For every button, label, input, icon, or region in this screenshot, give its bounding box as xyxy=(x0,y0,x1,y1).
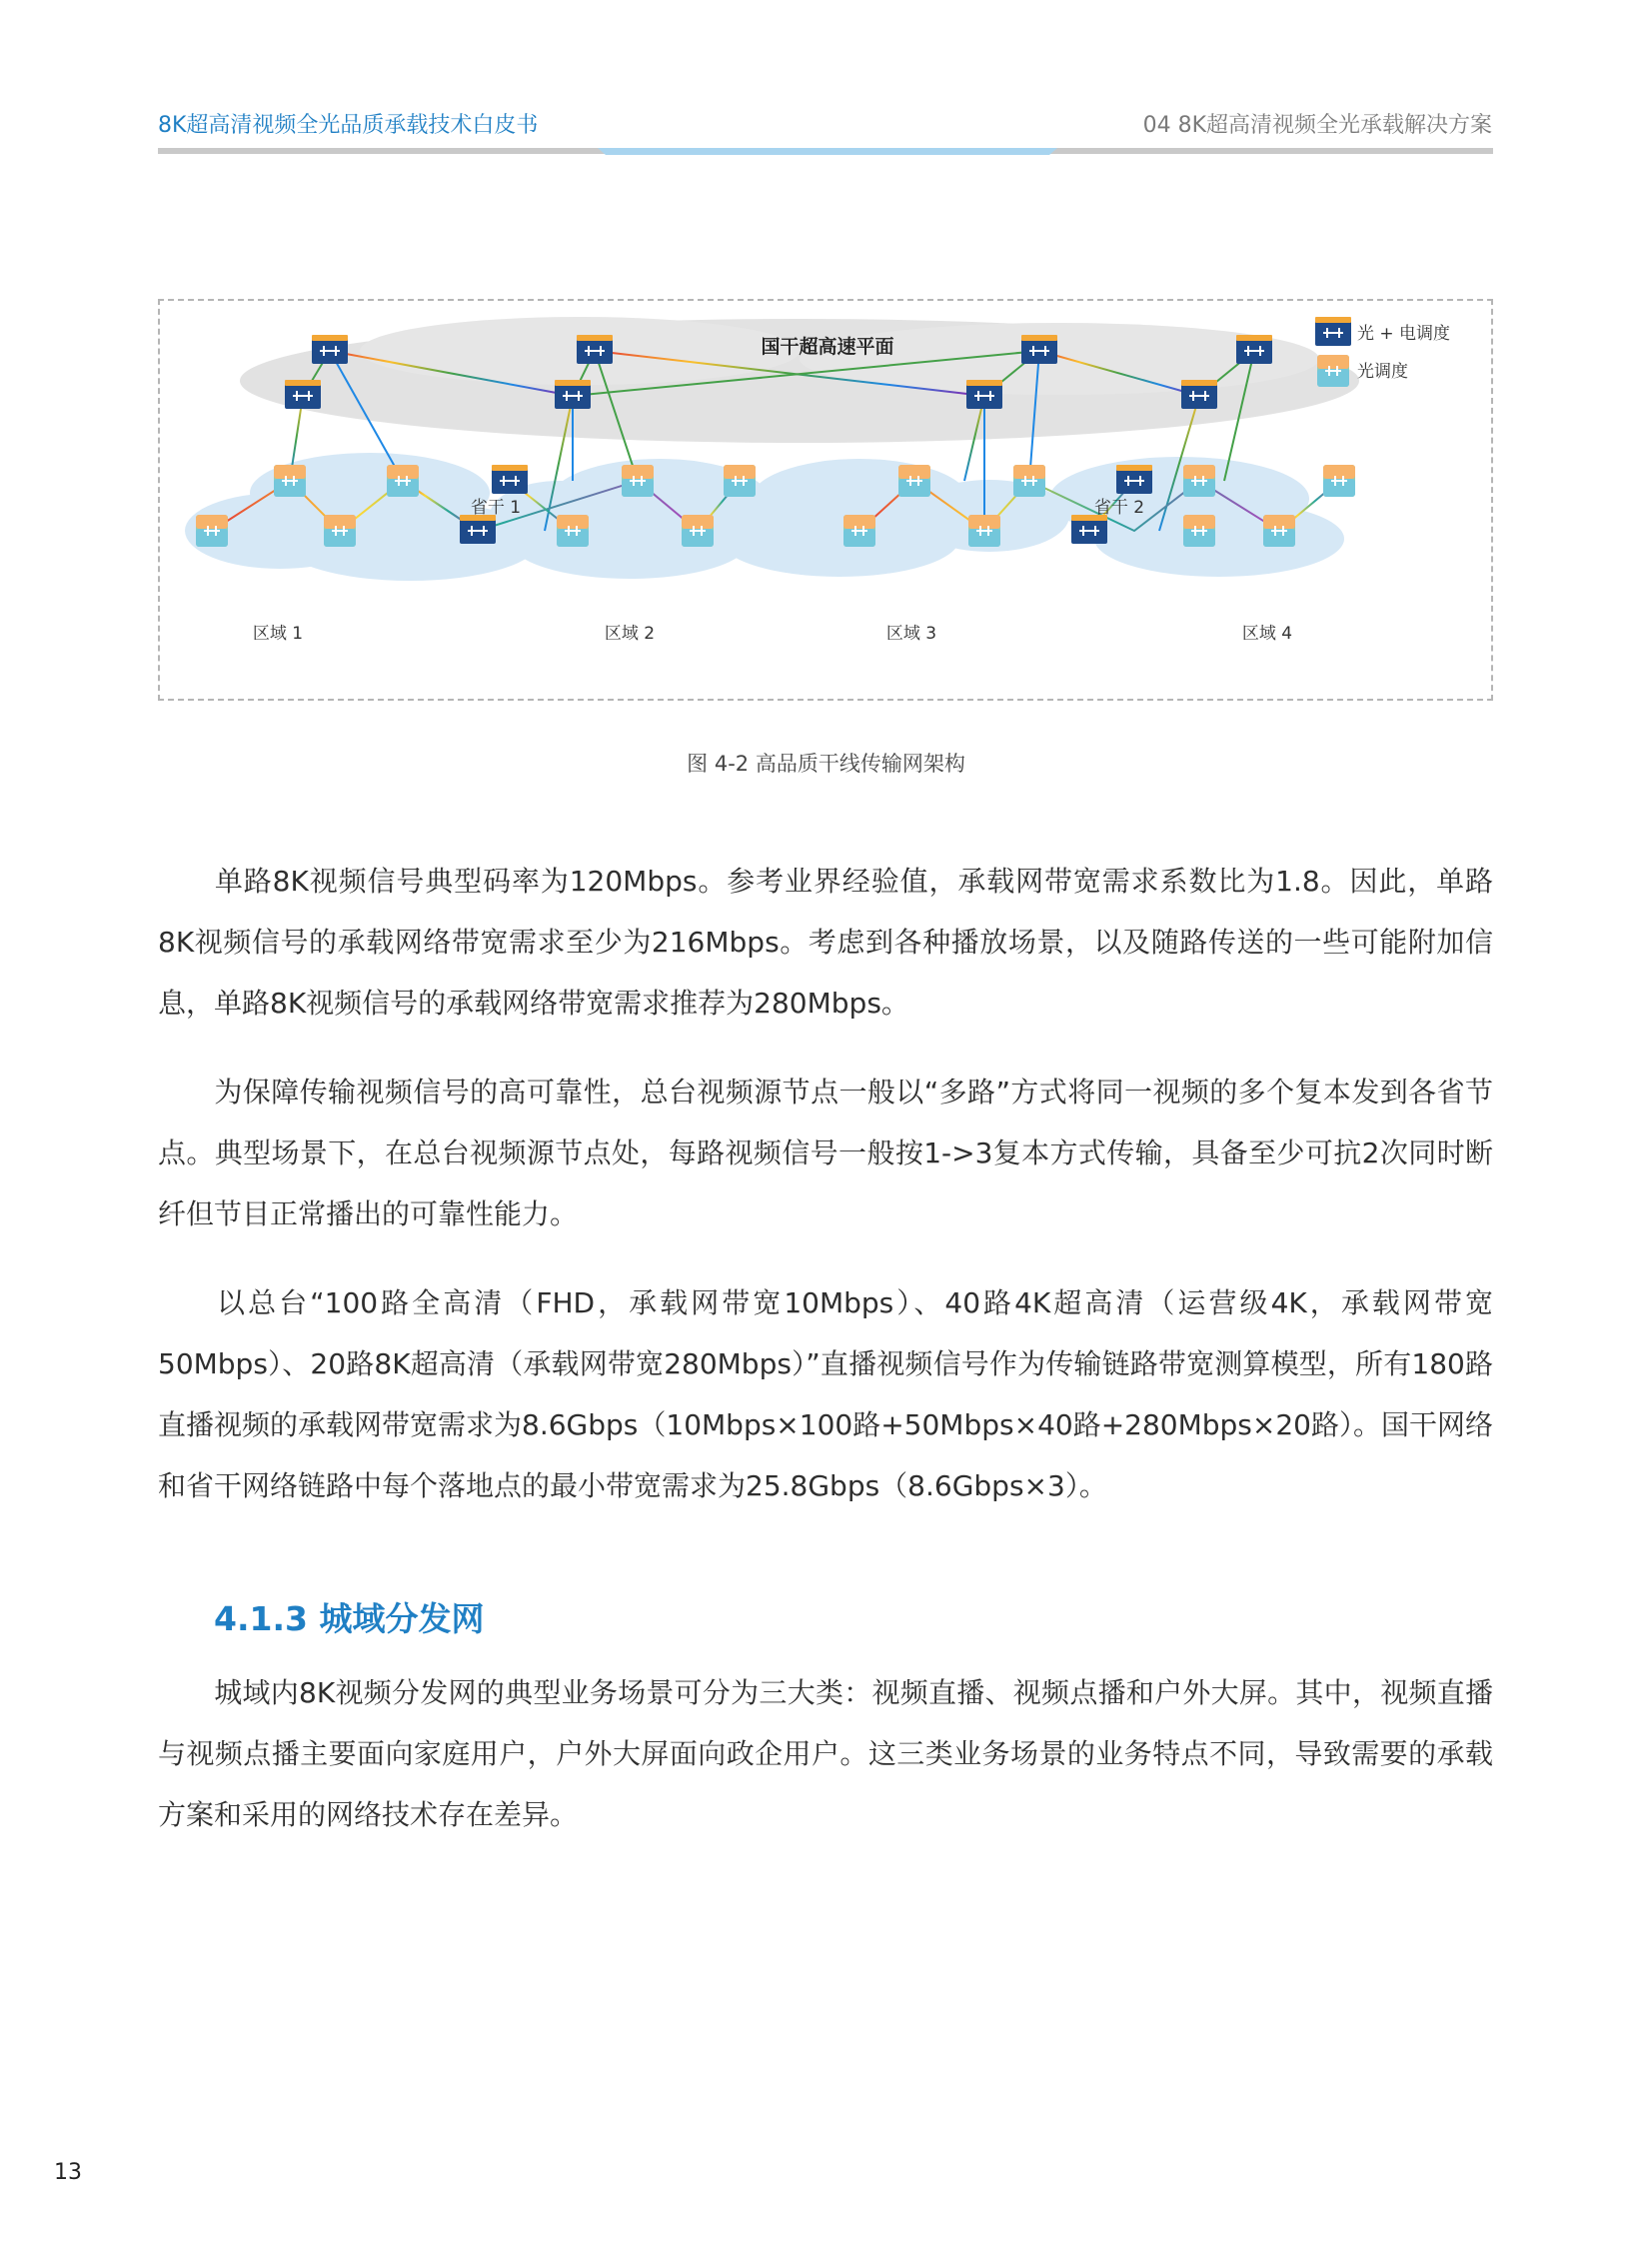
section-heading: 4.1.3 城域分发网 xyxy=(214,1599,485,1638)
paragraph-bandwidth-per-channel xyxy=(158,851,1493,1034)
region-2-label: 区域 2 xyxy=(604,624,656,644)
paragraph-text: 以总台“100路全高清（FHD，承载网带宽10Mbps）、40路4K超高清（运营级4K，承载网带宽50Mbps）、20路8K超高清（承载网带宽280Mbps）”直播视频信号作为传输链路带宽测算模型，所有180路直播视频的承载网带宽需求为8.6Gbps（10Mbps×100路+50Mbps×40路+280Mbps×20路）。国干网络和省干网络链路中每个落地点的最小带宽需求为25.8Gbps（8.6Gbps×3）。 xyxy=(158,1286,1493,1502)
province-1-label: 省干 1 xyxy=(470,498,522,518)
paragraph-text: 为保障传输视频信号的高可靠性，总台视频源节点一般以“多路”方式将同一视频的多个复本发到各省节点。典型场景下，在总台视频源节点处，每路视频信号一般按1->3复本方式传输，具备至少可抗2次同时断纤但节目正常播出的可靠性能力。 xyxy=(158,1076,1493,1230)
paragraph-metro-distribution xyxy=(158,1662,1493,1845)
paragraph-bandwidth-model xyxy=(158,1272,1493,1516)
legend-optical: 光调度 xyxy=(1357,362,1408,382)
paragraph-text: 城域内8K视频分发网的典型业务场景可分为三大类：视频直播、视频点播和户外大屏。其中，视频直播与视频点播主要面向家庭用户，户外大屏面向政企用户。这三类业务场景的业务特点不同，导致需要的承载方案和采用的网络技术存在差异。 xyxy=(158,1676,1493,1831)
header-chapter-title: 04 8K超高清视频全光承载解决方案 xyxy=(1142,113,1492,138)
region-3-label: 区域 3 xyxy=(885,624,937,644)
region-4-label: 区域 4 xyxy=(1241,624,1293,644)
header-document-title: 8K超高清视频全光品质承载技术白皮书 xyxy=(158,113,539,138)
plane-title: 国干超高速平面 xyxy=(761,336,894,358)
figure-caption: 图 4-2 高品质干线传输网架构 xyxy=(687,752,965,776)
network-architecture-figure xyxy=(158,299,1493,701)
paragraph-reliability xyxy=(158,1062,1493,1244)
legend-electric-optical: 光 + 电调度 xyxy=(1357,324,1451,344)
province-2-label: 省干 2 xyxy=(1093,498,1145,518)
page-number: 13 xyxy=(54,2160,82,2185)
paragraph-text: 单路8K视频信号典型码率为120Mbps。参考业界经验值，承载网带宽需求系数比为1.8。因此，单路8K视频信号的承载网络带宽需求至少为216Mbps。考虑到各种播放场景，以及随路传送的一些可能附加信息，单路8K视频信号的承载网络带宽需求推荐为280Mbps。 xyxy=(158,865,1493,1020)
header-rule xyxy=(158,146,1493,156)
figure-legend xyxy=(1315,317,1450,387)
region-1-label: 区域 1 xyxy=(252,624,304,644)
